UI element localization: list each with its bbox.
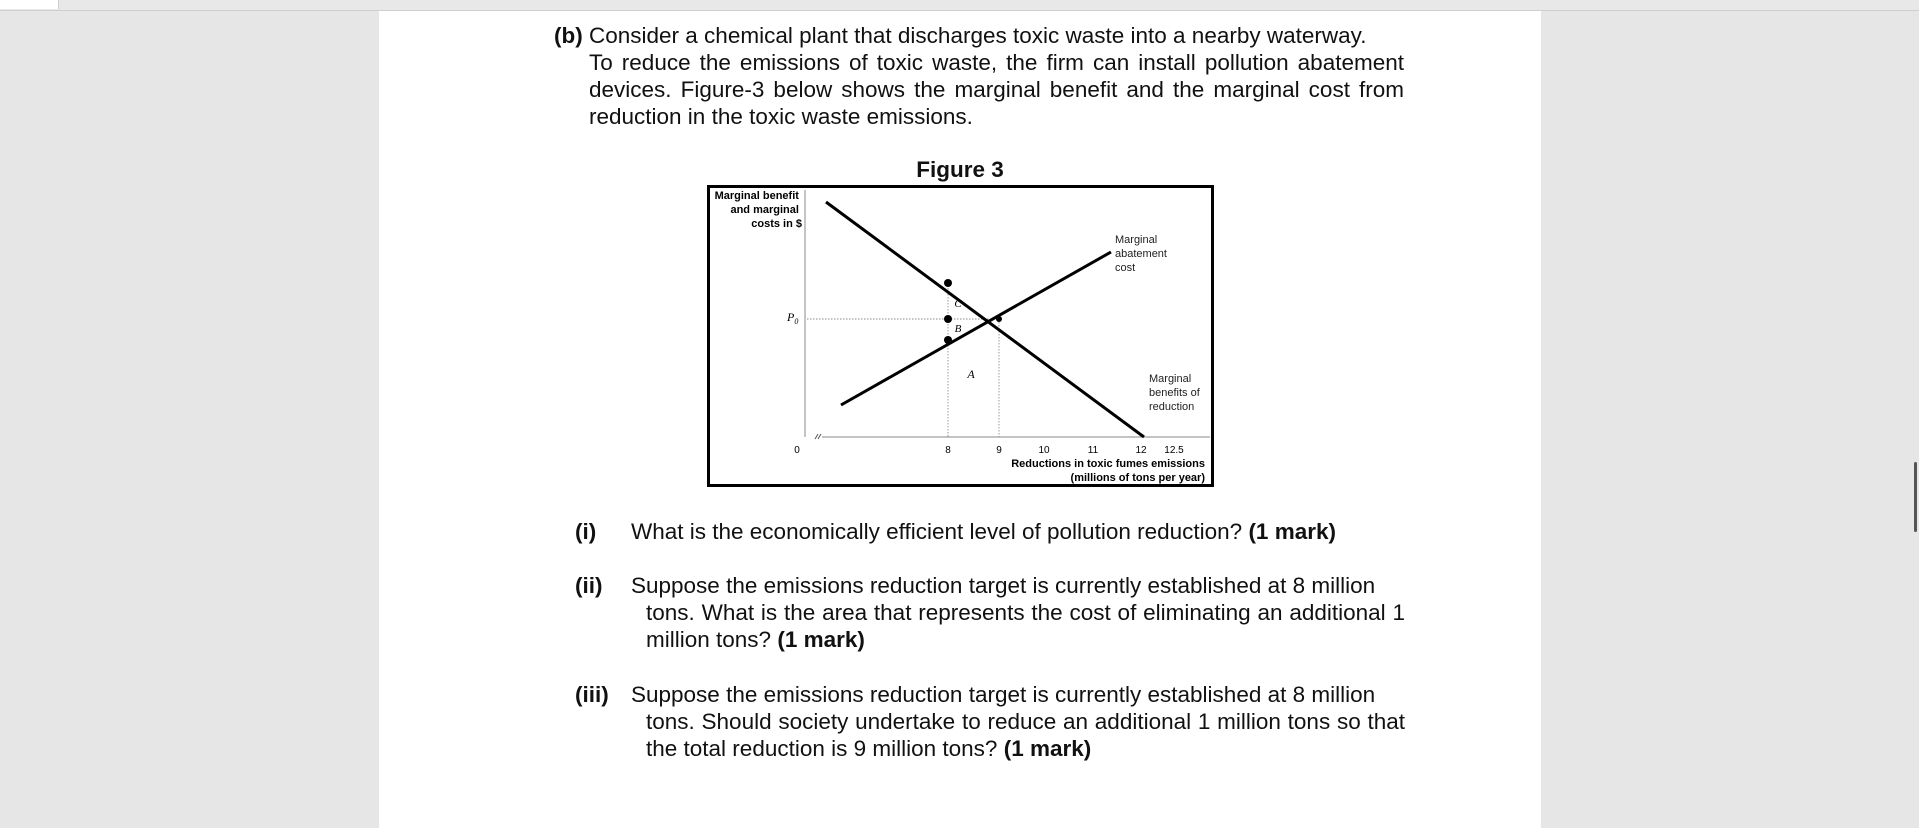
x-tick-label: 12	[1135, 445, 1147, 456]
question-i	[575, 518, 1405, 545]
area-c-label: C	[954, 298, 962, 310]
question-ii	[575, 572, 1405, 653]
figure-3-chart	[707, 185, 1214, 487]
question-iii	[575, 681, 1405, 762]
area-b-label: B	[954, 323, 962, 335]
question-text: Suppose the emissions reduction target is currently established at 8 million	[631, 682, 1376, 707]
question-number: (ii)	[575, 573, 603, 598]
y-axis-label-line2: and marginal	[730, 204, 799, 216]
mac-curve-label: Marginal abatement cost	[1115, 234, 1167, 274]
x-tick-label: 12.5	[1164, 445, 1184, 456]
question-mark: (1 mark)	[777, 627, 865, 652]
point-on-mb	[944, 279, 952, 287]
x-tick-label: 9	[996, 445, 1002, 456]
y-axis-label-line1: Marginal benefit	[714, 190, 799, 202]
part-b-label: (b)	[554, 23, 583, 48]
question-text: What is the economically efficient level of pollution reduction? (1 mark)	[631, 519, 1336, 544]
question-text: Suppose the emissions reduction target is currently established at 8 million	[631, 573, 1376, 598]
question-number: (i)	[575, 519, 597, 544]
chart-svg	[707, 185, 1214, 487]
x-tick-label: 10	[1038, 445, 1050, 456]
toolbar-tab[interactable]	[0, 0, 59, 9]
area-a-label: A	[967, 367, 975, 381]
y-axis-label-line3: costs in $	[751, 218, 802, 230]
top-toolbar	[0, 0, 1919, 11]
p0-label: $P_0$	[787, 310, 799, 326]
part-b-paragraph	[554, 22, 1404, 130]
question-text-continued: tons. What is the area that represents the cost of eliminating an additional 1 million tons? (1 mark)	[646, 600, 1405, 652]
vertical-scrollbar-thumb[interactable]	[1914, 462, 1917, 532]
x-tick-label: 11	[1087, 445, 1099, 456]
equilibrium-point	[996, 316, 1002, 322]
x-axis-label-line2: (millions of tons per year)	[1070, 472, 1205, 484]
mb-curve-label: Marginal benefits of reduction	[1149, 373, 1200, 413]
point-on-mac	[944, 336, 952, 344]
question-text-continued: tons. Should society undertake to reduce an additional 1 million tons so that the total reduction is 9 million tons? (1 mark)	[646, 709, 1405, 761]
question-mark: (1 mark)	[1003, 736, 1092, 761]
origin-label: 0	[794, 445, 800, 456]
question-number: (iii)	[575, 682, 609, 707]
part-b-line1: Consider a chemical plant that discharges toxic waste into a nearby waterway.	[589, 23, 1367, 48]
x-axis-label-line1: Reductions in toxic fumes emissions	[1011, 458, 1205, 470]
question-mark: (1 mark)	[1248, 519, 1336, 544]
part-b-text: To reduce the emissions of toxic waste, the firm can install pollution abatement devices. Figure-3 below shows the marginal benefit and the marginal cost from reduction in the toxic waste emissions.	[589, 50, 1404, 129]
point-p0-at-8	[944, 315, 952, 323]
figure-title: Figure 3	[916, 157, 1004, 182]
x-tick-label: 8	[945, 445, 951, 456]
